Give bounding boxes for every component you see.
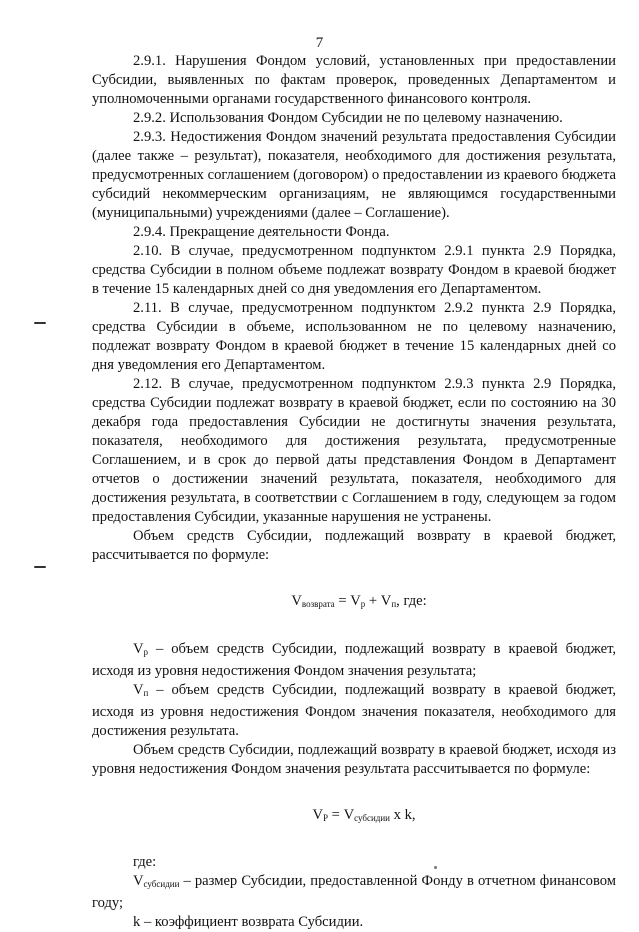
formula-subscript: р — [360, 599, 366, 609]
paragraph-2-9-2: 2.9.2. Использования Фондом Субсидии не по целевому назначению. — [133, 110, 563, 126]
formula-symbol: V — [380, 593, 392, 609]
paragraph-result-formula-intro: Объем средств Субсидии, подлежащий возврату в краевой бюджет, исходя из уровня недостижения Фондом значения результата рассчитывается по формуле: — [92, 742, 616, 777]
formula-operator: + — [365, 593, 381, 609]
definition-where: где: — [133, 854, 157, 870]
formula-return-volume — [92, 592, 616, 614]
formula-subscript: возврата — [301, 599, 335, 609]
paragraph-2-9-1: 2.9.1. Нарушения Фондом условий, установленных при предоставлении Субсидии, выявленных по фактам проверок, проведенных Департаментом и уполномоченными органами государственного финансового контроля. — [92, 53, 616, 107]
formula-result-volume — [92, 806, 616, 828]
document-body — [92, 52, 616, 932]
definition-symbol: V — [133, 641, 144, 657]
formula-symbol: V — [343, 807, 355, 823]
definition-k: k – коэффициент возврата Субсидии. — [133, 914, 364, 930]
formula-subscript: Р — [323, 813, 329, 823]
paragraph-formula-intro: Объем средств Субсидии, подлежащий возврату в краевой бюджет, рассчитывается по формуле: — [92, 528, 616, 563]
paragraph-2-12: 2.12. В случае, предусмотренном подпунктом 2.9.3 пункта 2.9 Порядка, средства Субсидии подлежат возврату в краевой бюджет, если по состоянию на 30 декабря года предоставления Субсидии не достигнуты значения результата, показателя, необходимого для достижения результата, предусмотренные Соглашением, и в срок до первой даты представления Фондом в Департамент отчетов о достижении значений результата, показателя, необходимого для достижения результата, в соответствии с Соглашением в году, следующем за годом предоставления Субсидии, указанные нарушения не устранены. — [92, 376, 616, 525]
formula-operator: = — [334, 593, 351, 609]
page-number: 7 — [315, 35, 324, 51]
scan-mark — [34, 566, 46, 568]
definition-vp — [92, 681, 616, 741]
formula-tail: , где: — [396, 593, 427, 609]
definition-text: – объем средств Субсидии, подлежащий возврату в краевой бюджет, исходя из уровня недостижения Фондом значения результата; — [92, 641, 616, 679]
paragraph-2-9-3: 2.9.3. Недостижения Фондом значений результата предоставления Субсидии (далее также – результат), показателя, необходимого для достижения результата, предусмотренных соглашением (договором) о предоставлении из краевого бюджета субсидий некоммерческим организациям, не являющимся государственными (муниципальными) учреждениями (далее – Соглашение). — [92, 129, 616, 221]
definition-symbol: V — [133, 873, 144, 889]
definition-vsubsidy — [92, 872, 616, 913]
formula-operator: = — [328, 807, 344, 823]
paragraph-2-10: 2.10. В случае, предусмотренном подпунктом 2.9.1 пункта 2.9 Порядка, средства Субсидии в полном объеме подлежат возврату Фондом в краевой бюджет в течение 15 календарных дней со дня уведомления его Департаментом. — [92, 243, 616, 297]
formula-subscript: п — [391, 599, 397, 609]
definition-subscript: п — [143, 688, 149, 698]
definition-subscript: р — [143, 647, 149, 657]
paragraph-2-11: 2.11. В случае, предусмотренном подпунктом 2.9.2 пункта 2.9 Порядка, средства Субсидии в объеме, использованном не по целевому назначению, подлежат возврату Фондом в краевой бюджет в течение 15 календарных дней со дня уведомления его Департаментом. — [92, 300, 616, 373]
formula-symbol: V — [350, 593, 361, 609]
definition-vr — [92, 640, 616, 681]
definition-text: – объем средств Субсидии, подлежащий возврату в краевой бюджет, исходя из уровня недостижения Фондом значения показателя, необходимого для достижения результата. — [92, 682, 616, 739]
scan-mark — [34, 322, 46, 324]
definition-symbol: V — [133, 682, 144, 698]
paragraph-2-9-4: 2.9.4. Прекращение деятельности Фонда. — [133, 224, 390, 240]
formula-symbol: V — [291, 593, 302, 609]
formula1-definitions — [92, 640, 616, 779]
formula-tail: x k, — [389, 807, 416, 823]
definition-subscript: субсидии — [143, 879, 180, 889]
formula-symbol: V — [312, 807, 324, 823]
formula-subscript: субсидии — [354, 813, 390, 823]
definition-text: – размер Субсидии, предоставленной Фонду в отчетном финансовом году; — [92, 873, 616, 911]
formula2-definitions — [92, 853, 616, 932]
